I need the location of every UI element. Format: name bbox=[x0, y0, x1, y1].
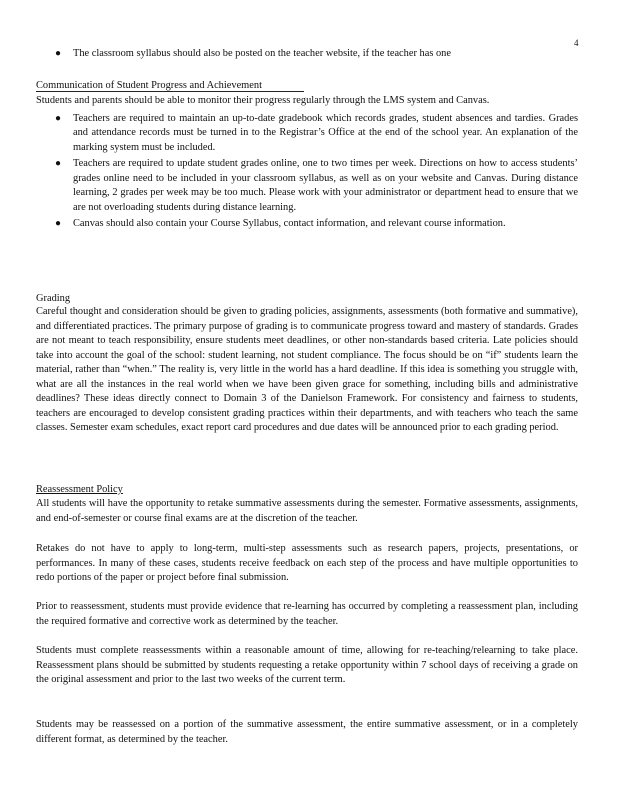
bullet-dot-icon: ● bbox=[55, 158, 62, 169]
list-item bbox=[36, 217, 578, 232]
list-item-text: Canvas should also contain your Course Syllabus, contact information, and relevant course information. bbox=[73, 218, 506, 229]
reassessment-paragraph: Students must complete reassessments within a reasonable amount of time, allowing for re-teaching/relearning to take place. Reassessment plans should be submitted by students requesting a retake opportunity within 7 school days of receiving a grade on the original assessment and prior to the last two weeks of the current term. bbox=[36, 645, 578, 685]
list-item bbox=[36, 112, 578, 156]
reassessment-paragraph: Prior to reassessment, students must provide evidence that re-learning has occurred by completing a reassessment plan, including the required formative and corrective work as determined by the teacher. bbox=[36, 601, 578, 627]
reassessment-paragraph: All students will have the opportunity to retake summative assessments during the semester. Formative assessments, assignments, and end-of-semester or course final exams are at the discretion of the teacher. bbox=[36, 498, 578, 524]
reassessment-paragraph: Students may be reassessed on a portion of the summative assessment, the entire summative assessment, or in a completely different format, as determined by the teacher. bbox=[36, 719, 578, 745]
list-item-text: The classroom syllabus should also be posted on the teacher website, if the teacher has one bbox=[73, 48, 451, 59]
communication-bullets bbox=[36, 112, 578, 232]
reassessment-paragraph: Retakes do not have to apply to long-term, multi-step assessments such as research papers, projects, presentations, or performances. In many of these cases, students receive feedback on each step of the process and have multiple opportunities to redo portions of the paper or project before final submission. bbox=[36, 543, 578, 583]
heading-underline bbox=[36, 91, 304, 92]
page-number: 4 bbox=[574, 38, 579, 48]
bullet-dot-icon: ● bbox=[55, 48, 62, 59]
communication-intro: Students and parents should be able to monitor their progress regularly through the LMS system and Canvas. bbox=[36, 95, 490, 106]
bullet-dot-icon: ● bbox=[55, 218, 62, 229]
list-item-text: Teachers are required to update student grades online, one to two times per week. Directions on how to access students’ grades online need to be included in your classroom syllabus, as well as on your website and Canvas. During distance learning, 2 grades per week may be too much. Please work with your administrator or department head to ensure that we are not overloading students during distance learning. bbox=[73, 158, 578, 213]
top-bullet-list bbox=[36, 47, 578, 62]
top-bullet-block bbox=[36, 47, 578, 62]
bullet-dot-icon: ● bbox=[55, 112, 62, 124]
list-item-text: Teachers are required to maintain an up-to-date gradebook which records grades, student absences and tardies. Grades and attendance records must be turned in to the Registrar’s Office at the end of the school year. An explanation of the marking system must be included. bbox=[73, 112, 578, 153]
grading-heading: Grading bbox=[36, 293, 71, 304]
communication-section bbox=[36, 94, 578, 232]
reassessment-heading: Reassessment Policy bbox=[36, 484, 123, 495]
communication-heading: Communication of Student Progress and Achievement bbox=[36, 80, 262, 91]
grading-body: Careful thought and consideration should be given to grading policies, assignments, assessments (both formative and summative), and differentiated practices. The primary purpose of grading is to communicate progress toward and mastery of standards. Grades are not meant to teach responsibility, ensure students meet deadlines, or other non-standards based criteria. Late policies should take into account the goal of the school: student learning, not student compliance. The focus should be on “if” students learn the material, rather than “when.” The reality is, very little in the world has a hard deadline. If this idea is something you struggle with, what are all the instances in the real world when we have been given grace for something, including bills and administrative deadlines? These ideas directly connect to Domain 3 of the Danielson Framework. For consistency and fairness to students, teachers are encouraged to develop consistent grading practices within their departments, and with teachers who teach the same classes. Semester exam schedules, exact report card procedures and due dates will be announced prior to each grading period. bbox=[36, 306, 578, 433]
list-item bbox=[36, 47, 578, 62]
list-item bbox=[36, 157, 578, 215]
